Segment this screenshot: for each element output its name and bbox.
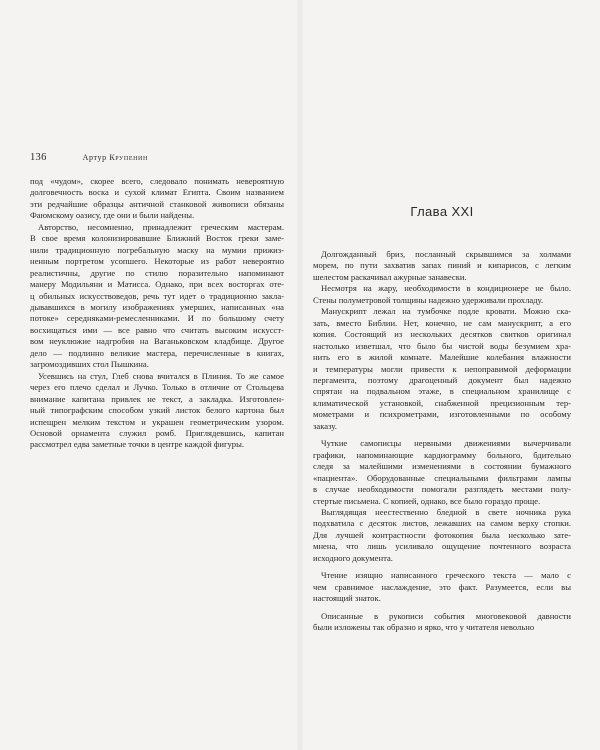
author-name <box>83 153 148 162</box>
text-line: испещрен мелким текстом и украшен геометрическим узором. <box>30 416 284 427</box>
text-line: потоке» середняками-ремесленниками. И по большому счету <box>30 313 284 324</box>
left-page-body <box>30 176 284 451</box>
text-line: долговечность воска и сухой климат Египта. Своим названием <box>30 187 284 198</box>
text-line: через его плечо сделал и Лучко. Только в отличие от Стольцева <box>30 382 284 393</box>
text-line: заказу. <box>313 420 337 431</box>
text-line: дело — подлинно великие мастера, перечисленные в книгах, <box>30 347 284 358</box>
text-line: дывавшихся в могилу изображениях умерших, написанных «на <box>30 301 284 312</box>
text-line: подхватила с десяток листов, лежавших на самом верху стопки. <box>313 518 571 529</box>
text-line: эти редчайшие образцы античной станковой живописи обязаны <box>30 198 284 209</box>
text-line: реалистичны, другие по стилю поразительно напоминают <box>30 267 284 278</box>
text-line: Фаюмскому оазису, где они и были найдены. <box>30 210 195 221</box>
text-line: Стены полуметровой толщины надежно удерживали прохладу. <box>313 294 544 305</box>
text-line: были изложены так образно и ярко, что у читателя невольно <box>313 622 535 633</box>
text-line: исходного документа. <box>313 552 393 563</box>
text-line: мометрами и психрометрами, изготовленными по особому <box>313 409 571 420</box>
text-line: настоящий знаток. <box>313 593 381 604</box>
page-number: 136 <box>30 152 47 163</box>
text-line: морем, по пути захватив запах пиний и кипарисов, с легким <box>313 260 571 271</box>
text-line: нили традиционную погребальную маску на мумии прижиз- <box>30 244 284 255</box>
text-line: В свое время колонизировавшие Ближний Восток греки заме- <box>30 233 284 244</box>
text-line: под «чудом», скорее всего, следовало понимать невероятную <box>30 176 284 186</box>
right-page-body <box>313 249 571 634</box>
right-page <box>313 204 571 634</box>
paragraph <box>30 371 284 451</box>
text-line: в случае необходимости помогали разглядеть местами полу- <box>313 484 571 495</box>
text-line: рассмотрел едва заметные точки в центре каждой фигуры. <box>30 439 245 450</box>
text-line: чем сравнимое наслаждение, это факт. Разумеется, если вы <box>313 581 571 592</box>
paragraph <box>30 176 284 222</box>
chapter-title: Глава XXI <box>410 204 474 219</box>
paragraph <box>313 283 571 306</box>
text-line: ненным портретом усопшего. Некоторые из работ невероятно <box>30 256 284 267</box>
text-line: Чтение изящно написанного греческого текста — мало с <box>321 570 571 581</box>
text-line: внимание капитана привлек не текст, а закладка. Изготовлен- <box>30 393 284 404</box>
text-line: Усевшись на стул, Глеб снова вчитался в Плиния. То же самое <box>38 370 284 381</box>
text-line: спрятан на подвальном этаже, в специальном хранилище с <box>313 386 571 397</box>
paragraph <box>30 222 284 371</box>
text-line: Выглядящая неестественно бледной в свете ночника рука <box>321 506 571 517</box>
text-line: ный типографским способом узкий листок белого картона был <box>30 405 284 416</box>
paragraph <box>313 306 571 432</box>
text-line: Описанные в рукописи события многовековой давности <box>321 610 571 621</box>
text-line: копия. Состоящий из нескольких десятков свитков оригинал <box>313 329 571 340</box>
running-head <box>30 152 284 170</box>
text-line: Несмотря на жару, необходимости в кондиционере не было. <box>321 283 571 294</box>
text-line: Долгожданный бриз, посланный скрывшимся за холмами <box>321 249 571 259</box>
author-first-name: Артур <box>82 153 107 162</box>
text-line: загромоздивших стол Пышкина. <box>30 359 149 370</box>
text-line: стертые письмена. С копией, однако, все было гораздо проще. <box>313 495 541 506</box>
text-line: следя за малейшими изменениями в состоянии бумажного <box>313 461 571 472</box>
text-line: шелестом раскачивал ажурные занавески. <box>313 271 467 282</box>
text-line: и температуры могли привести к непоправимой деформации <box>313 363 571 374</box>
text-line: «пациента». Оборудованные специальными фильтрами лампы <box>313 472 571 483</box>
author-last-name: Крупенин <box>109 153 148 162</box>
text-line: Авторство, несомненно, принадлежит греческим мастерам. <box>38 221 284 232</box>
text-line: зать, вместо Библии. Нет, конечно, не сам манускрипт, а его <box>313 317 571 328</box>
paragraph <box>313 438 571 507</box>
text-line: пергамента, поэтому драгоценный документ был надежно <box>313 374 571 385</box>
text-line: восхищаться ими — все равно что считать высоким искусст- <box>30 324 284 335</box>
paragraph <box>313 507 571 564</box>
text-line: графики, напоминающие кардиограмму больного, бдительно <box>313 449 571 460</box>
book-gutter <box>297 0 303 750</box>
text-line: Чуткие самописцы нервными движениями вычерчивали <box>321 438 571 449</box>
text-line: Для лучшей контрастности фотокопия была несколько зате- <box>313 529 571 540</box>
text-line: мнена, что лишь усиливало ощущение почтенного возраста <box>313 541 571 552</box>
text-line: вом неуклюжие надгробия на Ваганьковском кладбище. Другое <box>30 336 284 347</box>
text-line: климатической установкой, снабженной прецизионным тер- <box>313 397 571 408</box>
text-line: нить его в жилой комнате. Малейшие колебания влажности <box>313 352 571 363</box>
text-line: Основой орнамента служил ромб. Приглядевшись, капитан <box>30 427 284 438</box>
text-line: настолько изветшал, что было бы чистой воды безумием хра- <box>313 340 571 351</box>
text-line: ц обильных искусствоведов, речь тут идет о традиционно заклa- <box>30 290 284 301</box>
text-line: Манускрипт лежал на тумбочке подле кровати. Можно ска- <box>321 306 571 317</box>
paragraph <box>313 249 571 283</box>
left-page <box>30 152 284 451</box>
paragraph <box>313 611 571 634</box>
text-line: манеру Модильяни и Матисса. Однако, при всех восторгах оте- <box>30 279 284 290</box>
paragraph <box>313 570 571 604</box>
